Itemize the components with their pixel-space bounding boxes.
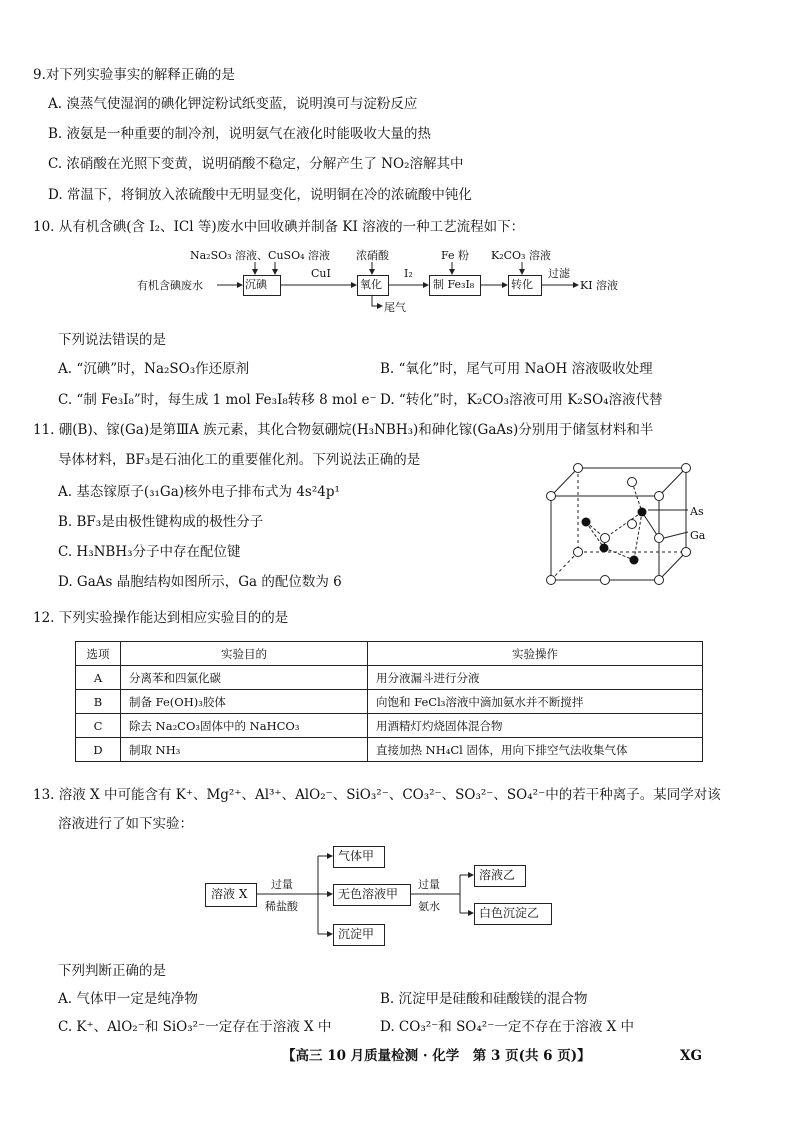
q10-option-a: A. “沉碘”时，Na₂SO₃作还原剂 (58, 361, 250, 377)
flow-box-colorless-solution-label: 无色溶液甲 (338, 887, 399, 901)
row-d-option: D (76, 738, 121, 762)
page-footer: 【高三 10 月质量检测 · 化学 第 3 页(共 6 页)】 (282, 1048, 591, 1064)
flow-r2-bottom: 氨水 (418, 900, 440, 913)
flow-box-solution-x-label: 溶液 X (211, 887, 248, 901)
row-a-option: A (76, 666, 121, 690)
flow-byproduct: 尾气 (384, 301, 406, 314)
q11-option-d: D. GaAs 晶胞结构如图所示，Ga 的配位数为 6 (58, 574, 342, 590)
q11-option-b: B. BF₃是由极性键构成的极性分子 (58, 514, 264, 530)
q10-option-b: B. “氧化”时，尾气可用 NaOH 溶液吸收处理 (380, 361, 653, 377)
flow-r2-top: 过量 (418, 878, 440, 891)
flow-reagent-3: Fe 粉 (441, 249, 470, 262)
q9-option-d: D. 常温下，将铜放入浓硫酸中无明显变化，说明铜在冷的浓硫酸中钝化 (48, 187, 472, 203)
row-d-purpose: 制取 NH₃ (121, 738, 368, 762)
flow-arrow-label-2: I₂ (404, 267, 413, 280)
q9-option-b: B. 液氨是一种重要的制冷剂，说明氨气在液化时能吸收大量的热 (48, 126, 432, 142)
flow-r1-bottom: 稀盐酸 (265, 900, 298, 913)
header-purpose: 实验目的 (121, 642, 368, 666)
flow-r1-top: 过量 (271, 878, 293, 891)
q9-option-c: C. 浓硝酸在光照下变黄，说明硝酸不稳定，分解产生了 NO₂溶解其中 (48, 156, 464, 172)
flow-reagent-4: K₂CO₃ 溶液 (491, 249, 551, 262)
row-d-operation: 直接加热 NH₄Cl 固体，用向下排空气法收集气体 (368, 738, 703, 762)
q13-stem-line1: 13. 溶液 X 中可能含有 K⁺、Mg²⁺、Al³⁺、AlO₂⁻、SiO₃²⁻、CO₃²⁻、SO₃²⁻、SO₄²⁻中的若干种离子。某同学对该 (33, 787, 721, 803)
q13-option-a: A. 气体甲一定是纯净物 (58, 991, 198, 1007)
q11-option-a: A. 基态镓原子(₃₁Ga)核外电子排布式为 4s²4p¹ (58, 484, 340, 500)
q13-prompt: 下列判断正确的是 (58, 963, 166, 979)
q11-stem-line2: 导体材料，BF₃是石油化工的重要催化剂。下列说法正确的是 (58, 452, 421, 468)
flow-box-solution-b-label: 溶液乙 (479, 868, 516, 882)
flow-reagent-2: 浓硝酸 (356, 249, 389, 262)
flow-reagent-1: Na₂SO₃ 溶液、CuSO₄ 溶液 (190, 249, 331, 262)
q11-option-c: C. H₃NBH₃分子中存在配位键 (58, 544, 241, 560)
row-a-operation: 用分液漏斗进行分液 (368, 666, 703, 690)
q10-option-d: D. “转化”时，K₂CO₃溶液可用 K₂SO₄溶液代替 (380, 392, 663, 408)
flow-box-gas-label: 气体甲 (338, 849, 375, 863)
row-a-purpose: 分离苯和四氯化碳 (121, 666, 368, 690)
q11-stem-line1: 11. 硼(B)、镓(Ga)是第ⅢA 族元素，其化合物氨硼烷(H₃NBH₃)和砷化镓(GaAs)分别用于储氢材料和半 (33, 422, 654, 438)
header-operation: 实验操作 (368, 642, 703, 666)
flow-box-white-precipitate-label: 白色沉淀乙 (479, 906, 540, 920)
q13-option-b: B. 沉淀甲是硅酸和硅酸镁的混合物 (380, 991, 588, 1007)
flow-box-precipitate-label: 沉碘 (245, 278, 267, 291)
row-b-purpose: 制备 Fe(OH)₃胶体 (121, 690, 368, 714)
header-option: 选项 (76, 642, 121, 666)
row-c-option: C (76, 714, 121, 738)
q9-option-a: A. 溴蒸气使湿润的碘化钾淀粉试纸变蓝，说明溴可与淀粉反应 (48, 96, 418, 112)
flow-box-precipitate-a-label: 沉淀甲 (338, 927, 375, 941)
row-b-operation: 向饱和 FeCl₃溶液中滴加氨水并不断搅拌 (368, 690, 703, 714)
flow-box-make-fe3i8-label: 制 Fe₃I₈ (433, 278, 475, 291)
flow-box-oxidize-label: 氧化 (360, 278, 382, 291)
flow-box-convert-label: 转化 (511, 278, 533, 291)
label-ga: Ga (690, 529, 706, 542)
q13-option-d: D. CO₃²⁻和 SO₄²⁻一定不存在于溶液 X 中 (380, 1019, 635, 1035)
flow-output: KI 溶液 (580, 279, 619, 292)
footer-code: XG (680, 1048, 703, 1064)
q10-stem: 10. 从有机含碘(含 I₂、ICl 等)废水中回收碘并制备 KI 溶液的一种工艺流程如下： (33, 219, 525, 235)
q13-option-c: C. K⁺、AlO₂⁻和 SiO₃²⁻一定存在于溶液 X 中 (58, 1019, 332, 1035)
q10-option-c: C. “制 Fe₃I₈”时，每生成 1 mol Fe₃I₈转移 8 mol e⁻ (58, 392, 377, 408)
flow-arrow-label-1: CuI (311, 267, 331, 280)
q9-stem: 9.对下列实验事实的解释正确的是 (33, 67, 235, 83)
q13-stem-line2: 溶液进行了如下实验： (58, 816, 193, 832)
q10-prompt: 下列说法错误的是 (58, 332, 166, 348)
flow-arrow-label-4: 过滤 (548, 267, 570, 280)
row-c-purpose: 除去 Na₂CO₃固体中的 NaHCO₃ (121, 714, 368, 738)
q12-stem: 12. 下列实验操作能达到相应实验目的的是 (33, 610, 289, 626)
flow-input: 有机含碘废水 (137, 279, 203, 292)
row-c-operation: 用酒精灯灼烧固体混合物 (368, 714, 703, 738)
row-b-option: B (76, 690, 121, 714)
label-as: As (690, 505, 704, 518)
